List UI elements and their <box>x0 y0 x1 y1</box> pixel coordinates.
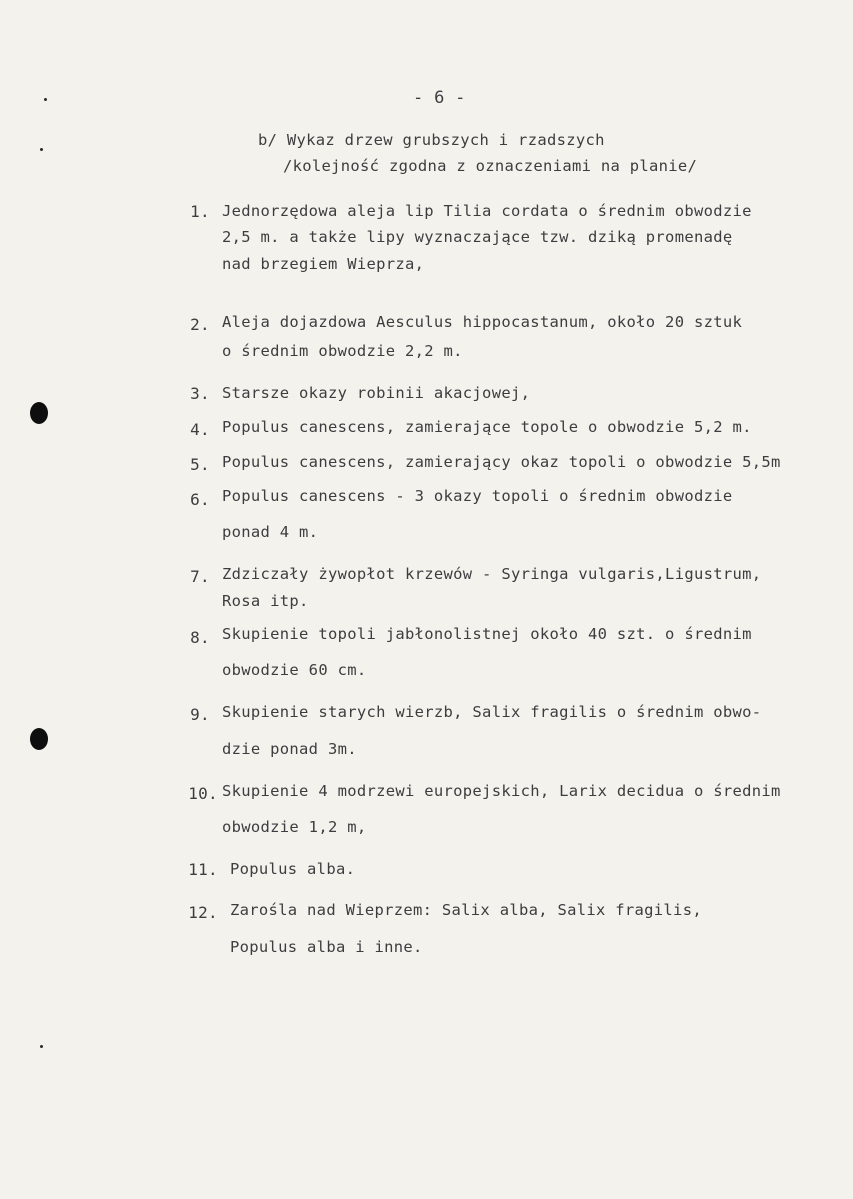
list-item-line: Skupienie 4 modrzewi europejskich, Larix decidua o średnim <box>222 782 781 800</box>
list-item-number: 1. <box>190 202 210 221</box>
list-item-line: o średnim obwodzie 2,2 m. <box>222 342 463 360</box>
margin-speck <box>44 98 47 101</box>
list-item-number: 7. <box>190 567 210 586</box>
list-item-line: Aleja dojazdowa Aesculus hippocastanum, około 20 sztuk <box>222 313 743 331</box>
list-item-line: Populus canescens, zamierające topole o obwodzie 5,2 m. <box>222 418 752 436</box>
binder-hole-icon <box>30 402 48 424</box>
page-number: - 6 - <box>413 88 466 108</box>
list-item-number: 6. <box>190 490 210 509</box>
list-item-line: obwodzie 60 cm. <box>222 661 367 679</box>
list-item-line: Populus canescens - 3 okazy topoli o średnim obwodzie <box>222 487 733 505</box>
list-item-line: nad brzegiem Wieprza, <box>222 255 425 273</box>
list-item-number: 9. <box>190 705 210 724</box>
section-subheading: /kolejność zgodna z oznaczeniami na planie/ <box>283 157 698 175</box>
margin-speck <box>40 1045 43 1048</box>
list-item-line: Zarośla nad Wieprzem: Salix alba, Salix fragilis, <box>230 901 702 919</box>
list-item-number: 11. <box>188 860 218 879</box>
list-item-number: 8. <box>190 628 210 647</box>
list-item-line: Starsze okazy robinii akacjowej, <box>222 384 531 402</box>
list-item-number: 3. <box>190 384 210 403</box>
binder-hole-icon <box>30 728 48 750</box>
list-item-line: Populus alba. <box>230 860 356 878</box>
list-item-line: Jednorzędowa aleja lip Tilia cordata o średnim obwodzie <box>222 202 752 220</box>
list-item-line: obwodzie 1,2 m, <box>222 818 367 836</box>
list-item-number: 10. <box>188 784 218 803</box>
list-item-line: 2,5 m. a także lipy wyznaczające tzw. dziką promenadę <box>222 228 733 246</box>
list-item-number: 4. <box>190 420 210 439</box>
list-item-line: Zdziczały żywopłot krzewów - Syringa vulgaris,Ligustrum, <box>222 565 762 583</box>
list-item-line: ponad 4 m. <box>222 523 319 541</box>
list-item-line: dzie ponad 3m. <box>222 740 357 758</box>
list-item-line: Rosa itp. <box>222 592 309 610</box>
margin-speck <box>40 148 43 151</box>
list-item-line: Populus canescens, zamierający okaz topoli o obwodzie 5,5m <box>222 453 781 471</box>
list-item-number: 5. <box>190 455 210 474</box>
list-item-line: Skupienie starych wierzb, Salix fragilis o średnim obwo- <box>222 703 762 721</box>
list-item-number: 2. <box>190 315 210 334</box>
list-item-line: Skupienie topoli jabłonolistnej około 40 szt. o średnim <box>222 625 752 643</box>
list-item-number: 12. <box>188 903 218 922</box>
section-heading: b/ Wykaz drzew grubszych i rzadszych <box>258 131 605 149</box>
list-item-line: Populus alba i inne. <box>230 938 423 956</box>
